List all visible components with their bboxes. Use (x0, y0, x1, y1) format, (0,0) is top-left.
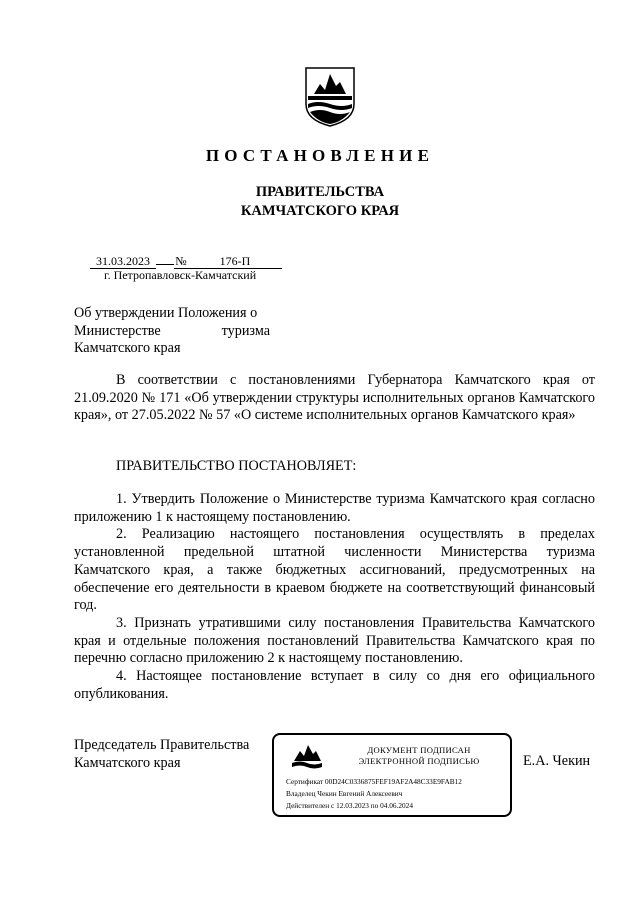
issuer-line-2: КАМЧАТСКОГО КРАЯ (240, 203, 400, 219)
preamble (74, 372, 595, 425)
decree-heading: ПРАВИТЕЛЬСТВО ПОСТАНОВЛЯЕТ: (116, 458, 357, 474)
stamp-emblem-icon (290, 741, 324, 771)
stamp-heading (330, 745, 508, 767)
decree-item-1: 1. Утвердить Положение о Министерстве туризма Камчатского края согласно приложению 1 к настоящему постановлению. (74, 491, 595, 525)
decree-item-3: 3. Признать утратившими силу постановления Правительства Камчатского края и отдельные положения постановлений Правительства Камчатского края по перечню согласно приложению 2 к настоящему постановлению. (74, 614, 595, 667)
signatory-position-line-2: Камчатского края (74, 754, 181, 771)
place-of-issue: г. Петропавловск-Камчатский (104, 268, 257, 282)
decree-item-2: 2. Реализацию настоящего постановления осуществлять в пределах установленной предельной штатной численности Министерства туризма Камчатского края, а также бюджетных ассигнований, предусмотренных на обеспечение его деятельности в краевом бюджете на соответствующий финансовый год. (74, 526, 595, 614)
subject-line-1: Об утверждении Положения о (74, 305, 258, 321)
document-subject (74, 305, 270, 358)
electronic-signature-stamp (272, 733, 512, 817)
preamble-text: В соответствии с постановлениями Губернатора Камчатского края от 21.09.2020 № 171 «Об утверждении структуры исполнительных органов Камчатского края», от 27.05.2022 № 57 «О системе исполнительных органов Камчатского края» (74, 372, 595, 424)
stamp-certificate: Сертификат 00D24C0336875FEF19AF2A48C33E9FAB12 (286, 777, 462, 786)
decree-item-4: 4. Настоящее постановление вступает в силу со дня его официального опубликования. (74, 668, 595, 702)
stamp-heading-line-1: ДОКУМЕНТ ПОДПИСАН (367, 745, 471, 755)
stamp-validity: Действителен с 12.03.2023 по 04.06.2024 (286, 801, 413, 810)
signatory-position-line-1: Председатель Правительства (74, 737, 250, 753)
subject-line-3: Камчатского края (74, 340, 181, 356)
kamchatka-emblem-icon (298, 64, 362, 128)
document-number: 176-П (188, 255, 282, 269)
stamp-owner: Владелец Чекин Евгений Алексеевич (286, 789, 403, 798)
number-label: № (175, 254, 187, 268)
signatory-position (74, 737, 249, 772)
subject-line-2: Министерстве туризма (74, 322, 270, 339)
issuer-block (0, 183, 640, 221)
issuer-line-1: ПРАВИТЕЛЬСТВА (255, 184, 385, 200)
document-date: 31.03.2023 (90, 255, 156, 269)
stamp-heading-line-2: ЭЛЕКТРОННОЙ ПОДПИСЬЮ (358, 756, 480, 766)
date-number-line (90, 254, 282, 269)
decree-items (74, 491, 595, 703)
signatory-name: Е.А. Чекин (523, 753, 591, 769)
document-type-title: ПОСТАНОВЛЕНИЕ (205, 146, 435, 165)
